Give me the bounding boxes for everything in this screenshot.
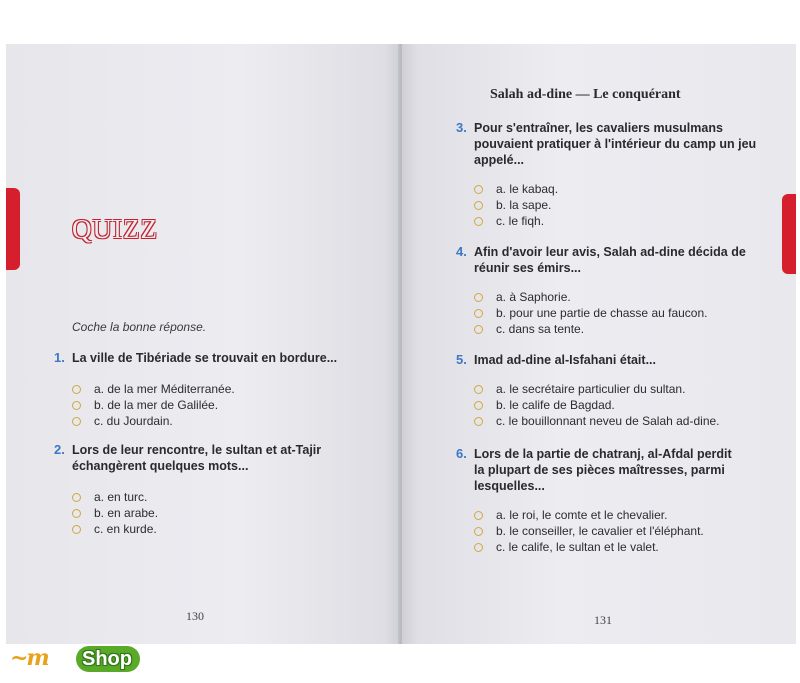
question-text: Imad ad-dine al-Isfahani était... xyxy=(474,353,656,367)
question-text-line: Afin d'avoir leur avis, Salah ad-dine décida de xyxy=(474,245,746,259)
answer-option-text: a. le kabaq. xyxy=(496,182,559,196)
question-text: La ville de Tibériade se trouvait en bordure... xyxy=(72,351,338,365)
radio-circle-icon[interactable] xyxy=(72,525,81,534)
answer-option-text: c. du Jourdain. xyxy=(94,414,173,428)
answer-option-text: b. le conseiller, le cavalier et l'éléphant. xyxy=(496,524,704,538)
question-text xyxy=(474,446,774,494)
radio-circle-icon[interactable] xyxy=(72,509,81,518)
question-text-line: échangèrent quelques mots... xyxy=(72,459,249,473)
radio-circle-icon[interactable] xyxy=(474,293,483,302)
question-text xyxy=(72,442,352,474)
answer-option-text: a. à Saphorie. xyxy=(496,290,571,304)
right-page xyxy=(402,44,796,644)
answer-option-text: b. pour une partie de chasse au faucon. xyxy=(496,306,708,320)
radio-circle-icon[interactable] xyxy=(72,385,81,394)
radio-circle-icon[interactable] xyxy=(474,217,483,226)
answer-option-text: c. le bouillonnant neveu de Salah ad-dine. xyxy=(496,414,720,428)
question-number: 2. xyxy=(54,442,65,457)
answer-option-text: c. dans sa tente. xyxy=(496,322,585,336)
radio-circle-icon[interactable] xyxy=(474,185,483,194)
running-head: Salah ad-dine — Le conquérant xyxy=(490,87,681,102)
question-number: 6. xyxy=(456,446,467,461)
answer-option-text: a. le secrétaire particulier du sultan. xyxy=(496,382,686,396)
radio-circle-icon[interactable] xyxy=(474,527,483,536)
answer-option-text: b. la sape. xyxy=(496,198,552,212)
question-number: 4. xyxy=(456,244,467,259)
radio-circle-icon[interactable] xyxy=(72,401,81,410)
question-text-line: Pour s'entraîner, les cavaliers musulmans xyxy=(474,121,723,135)
radio-circle-icon[interactable] xyxy=(474,543,483,552)
answer-option-text: a. en turc. xyxy=(94,490,148,504)
question-text xyxy=(474,120,774,168)
answer-option-text: c. le calife, le sultan et le valet. xyxy=(496,540,659,554)
question-text-line: Lors de leur rencontre, le sultan et at-Tajir xyxy=(72,443,322,457)
answer-option-text: b. le calife de Bagdad. xyxy=(496,398,615,412)
question-text-line: Lors de la partie de chatranj, al-Afdal perdit xyxy=(474,447,732,461)
instruction-text: Coche la bonne réponse. xyxy=(72,320,207,334)
radio-circle-icon[interactable] xyxy=(72,417,81,426)
question-number: 1. xyxy=(54,350,65,365)
question-text-line: appelé... xyxy=(474,153,525,167)
question-text-line: la plupart de ses pièces maîtresses, parmi xyxy=(474,463,725,477)
question-text-line: pouvaient pratiquer à l'intérieur du camp un jeu xyxy=(474,137,757,151)
radio-circle-icon[interactable] xyxy=(474,511,483,520)
left-page xyxy=(6,44,400,671)
question-text-line: lesquelles... xyxy=(474,479,545,493)
answer-option-text: a. de la mer Méditerranée. xyxy=(94,382,235,396)
radio-circle-icon[interactable] xyxy=(474,401,483,410)
answer-option-text: c. en kurde. xyxy=(94,522,157,536)
answer-option-text: b. en arabe. xyxy=(94,506,159,520)
radio-circle-icon[interactable] xyxy=(474,201,483,210)
radio-circle-icon[interactable] xyxy=(72,493,81,502)
shop-logo xyxy=(10,640,140,680)
radio-circle-icon[interactable] xyxy=(474,325,483,334)
radio-circle-icon[interactable] xyxy=(474,417,483,426)
left-red-tab xyxy=(6,188,20,270)
answer-option-text: c. le fiqh. xyxy=(496,214,545,228)
question-number: 3. xyxy=(456,120,467,135)
question-number: 5. xyxy=(456,352,467,367)
book-spread xyxy=(6,44,796,671)
radio-circle-icon[interactable] xyxy=(474,309,483,318)
answer-option-text: a. le roi, le comte et le chevalier. xyxy=(496,508,668,522)
right-red-tab xyxy=(782,194,796,274)
question-text-line: réunir ses émirs... xyxy=(474,261,582,275)
answer-option-text: b. de la mer de Galilée. xyxy=(94,398,219,412)
question-text xyxy=(474,244,774,276)
page-number-left: 130 xyxy=(186,609,204,623)
logo-swoosh-icon: ~m xyxy=(10,645,48,671)
page-number-right: 131 xyxy=(594,613,612,627)
radio-circle-icon[interactable] xyxy=(474,385,483,394)
logo-text: Shop xyxy=(82,648,132,670)
quizz-title: QUIZZ xyxy=(72,214,158,244)
